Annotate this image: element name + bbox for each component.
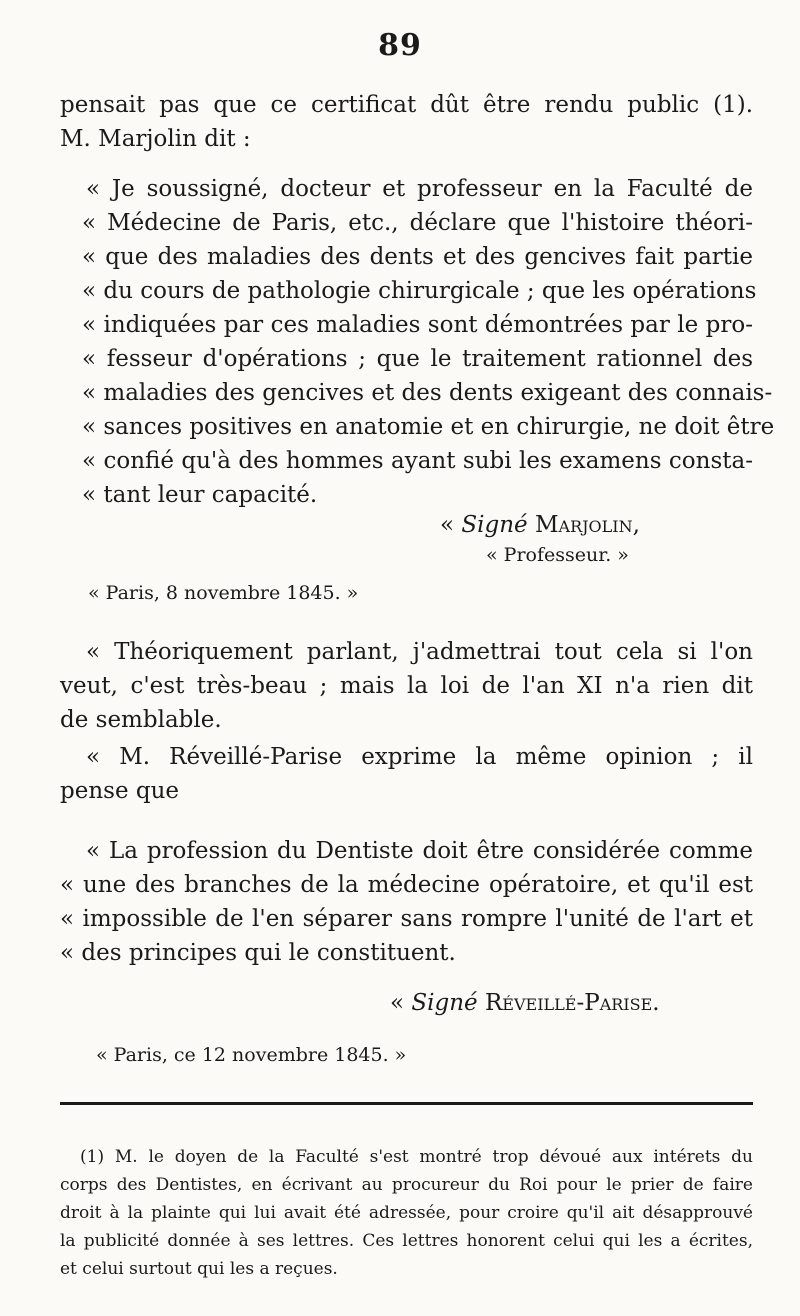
quote-line: « Je soussigné, docteur et professeur en la Faculté de	[86, 176, 753, 202]
footnote-line: corps des Dentistes, en écrivant au procureur du Roi pour le prier de faire	[60, 1175, 753, 1195]
footnote-line: et celui surtout qui les a reçues.	[60, 1259, 338, 1279]
signature-quote-mark: «	[440, 512, 462, 538]
body-line: de semblable.	[60, 707, 222, 733]
signature-title: « Professeur. »	[486, 544, 629, 566]
signature-reveille-parise	[390, 988, 660, 1018]
body-line: pense que	[60, 778, 180, 804]
body-line: M. Marjolin dit :	[60, 126, 251, 152]
body-line: pensait pas que ce certificat dût être rendu public (1).	[60, 92, 753, 118]
date-line: « Paris, 8 novembre 1845. »	[88, 582, 359, 604]
signature-quote-mark: «	[390, 990, 412, 1016]
signature-name: Marjolin,	[534, 512, 640, 538]
signature-signe: Signé	[461, 512, 528, 538]
body-line: « M. Réveillé-Parise exprime la même opinion ; il	[86, 744, 753, 770]
body-line: veut, c'est très-beau ; mais la loi de l'an XI n'a rien dit	[60, 673, 753, 699]
quote-line: « La profession du Dentiste doit être considérée comme	[86, 838, 753, 864]
quote-line: « confié qu'à des hommes ayant subi les examens consta-	[82, 448, 753, 474]
quote-line: « fesseur d'opérations ; que le traitement rationnel des	[82, 346, 753, 372]
body-line: « Théoriquement parlant, j'admettrai tout cela si l'on	[86, 639, 753, 665]
footnote-line: droit à la plainte qui lui avait été adressée, pour croire qu'il ait désapprouvé	[60, 1203, 753, 1223]
quote-line: « sances positives en anatomie et en chirurgie, ne doit être	[82, 414, 775, 440]
quote-line: « du cours de pathologie chirurgicale ; que les opérations	[82, 278, 757, 304]
footnote-line: la publicité donnée à ses lettres. Ces lettres honorent celui qui les a écrites,	[60, 1231, 753, 1251]
quote-line: « tant leur capacité.	[82, 482, 318, 508]
quote-line: « une des branches de la médecine opératoire, et qu'il est	[60, 872, 753, 898]
signature-marjolin	[440, 510, 640, 540]
footnote-line: (1) M. le doyen de la Faculté s'est montré trop dévoué aux intérets du	[80, 1147, 753, 1167]
date-line: « Paris, ce 12 novembre 1845. »	[96, 1044, 407, 1066]
page-number: 89	[378, 28, 422, 63]
quote-line: « des principes qui le constituent.	[60, 940, 456, 966]
quote-line: « impossible de l'en séparer sans rompre l'unité de l'art et	[60, 906, 753, 932]
signature-name: Réveillé-Parise.	[484, 990, 660, 1016]
quote-line: « Médecine de Paris, etc., déclare que l'histoire théori-	[82, 210, 753, 236]
quote-line: « maladies des gencives et des dents exigeant des connais-	[82, 380, 773, 406]
quote-line: « indiquées par ces maladies sont démontrées par le pro-	[82, 312, 753, 338]
signature-signe: Signé	[411, 990, 478, 1016]
footnote-rule	[60, 1102, 753, 1105]
quote-line: « que des maladies des dents et des gencives fait partie	[82, 244, 753, 270]
